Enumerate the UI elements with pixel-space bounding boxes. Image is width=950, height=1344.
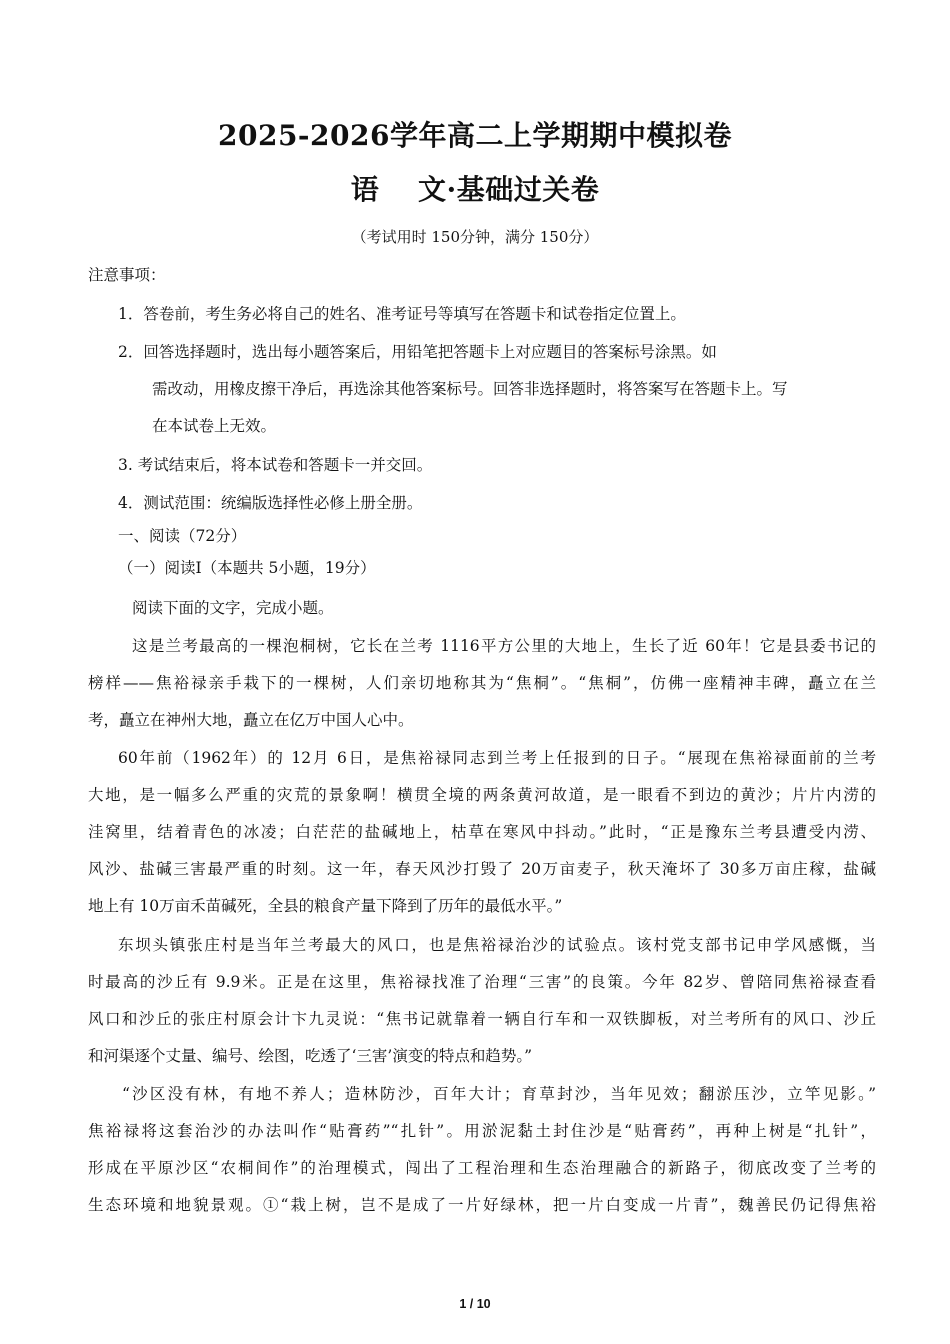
notice-item: 3. 考试结束后，将本试卷和答题卡一并交回。: [118, 456, 433, 474]
notice-heading: 注意事项：: [88, 266, 166, 284]
passage-line: 形成在平原沙区“农桐间作”的治理模式，闯出了工程治理和生态治理融合的新路子，彻底改变了兰考的: [88, 1159, 876, 1177]
passage-line: 东坝头镇张庄村是当年兰考最大的风口，也是焦裕禄治沙的试验点。该村党支部书记申学风感慨，当: [118, 936, 876, 954]
section-heading: 一、阅读（72分）: [118, 527, 247, 545]
page-subtitle: 语 文·基础过关卷: [350, 173, 600, 206]
page-number: 1 / 10: [459, 1297, 491, 1311]
notice-item: 1．答卷前，考生务必将自己的姓名、准考证号等填写在答题卡和试卷指定位置上。: [118, 305, 686, 323]
passage-line: 这是兰考最高的一棵泡桐树，它长在兰考 1116平方公里的大地上，生长了近 60年！它是县委书记的: [132, 637, 876, 655]
passage-line: 榜样——焦裕禄亲手栽下的一棵树，人们亲切地称其为“焦桐”。“焦桐”，仿佛一座精神丰碑，矗立在兰: [88, 674, 876, 692]
passage-line: 考，矗立在神州大地，矗立在亿万中国人心中。: [88, 711, 414, 729]
reading-instruction: 阅读下面的文字，完成小题。: [132, 599, 334, 617]
passage-line: 风口和沙丘的张庄村原会计卞九灵说：“焦书记就靠着一辆自行车和一双铁脚板，对兰考所有的风口、沙丘: [88, 1010, 876, 1028]
notice-item: 2．回答选择题时，选出每小题答案后，用铅笔把答题卡上对应题目的答案标号涂黑。如: [118, 343, 717, 361]
passage-line: “沙区没有林，有地不养人；造林防沙，百年大计；育草封沙，当年见效；翻淤压沙，立竿见影。”: [122, 1085, 876, 1103]
passage-line: 和河渠逐个丈量、编号、绘图，吃透了‘三害’演变的特点和趋势。”: [88, 1047, 533, 1065]
notice-item-continued: 需改动，用橡皮擦干净后，再选涂其他答案标号。回答非选择题时，将答案写在答题卡上。写: [152, 380, 788, 398]
passage-line: 焦裕禄将这套治沙的办法叫作“贴膏药”“扎针”。用淤泥黏土封住沙是“贴膏药”，再种上树是“扎针”，: [88, 1122, 876, 1140]
passage-line: 时最高的沙丘有 9.9米。正是在这里，焦裕禄找准了治理“三害”的良策。今年 82岁、曾陪同焦裕禄查看: [88, 973, 876, 991]
notice-item: 4．测试范围：统编版选择性必修上册全册。: [118, 494, 423, 512]
subsection-heading: （一）阅读Ⅰ（本题共 5小题，19分）: [118, 559, 376, 577]
passage-line: 洼窝里，结着青色的冰凌；白茫茫的盐碱地上，枯草在寒风中抖动。”此时，“正是豫东兰考县遭受内涝、: [88, 823, 876, 841]
page-title: 2025-2026学年高二上学期期中模拟卷: [218, 119, 732, 152]
passage-line: 60年前（1962年）的 12月 6日，是焦裕禄同志到兰考上任报到的日子。“展现在焦裕禄面前的兰考: [118, 749, 876, 767]
passage-line: 地上有 10万亩禾苗碱死，全县的粮食产量下降到了历年的最低水平。”: [88, 897, 563, 915]
notice-item-continued: 在本试卷上无效。: [152, 417, 277, 435]
passage-line: 大地，是一幅多么严重的灾荒的景象啊！横贯全境的两条黄河故道，是一眼看不到边的黄沙；片片内涝的: [88, 786, 876, 804]
exam-info: （考试用时 150分钟，满分 150分）: [351, 228, 599, 246]
passage-line: 风沙、盐碱三害最严重的时刻。这一年，春天风沙打毁了 20万亩麦子，秋天淹坏了 30多万亩庄稼，盐碱: [88, 860, 876, 878]
passage-line: 生态环境和地貌景观。①“栽上树，岂不是成了一片好绿林，把一片白变成一片青”，魏善民仍记得焦裕: [88, 1196, 876, 1214]
